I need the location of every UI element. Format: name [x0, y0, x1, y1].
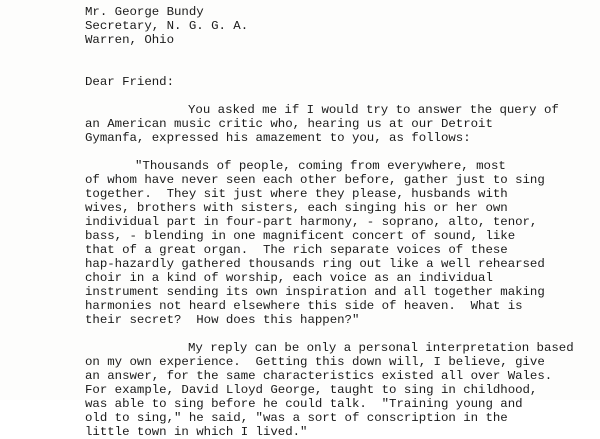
quote-line: their secret? How does this happen?": [85, 313, 360, 327]
quote-line: bass, - blending in one magnificent concert of sound, like: [85, 229, 516, 243]
paragraph-2-line: an answer, for the same characteristics existed all over Wales.: [85, 369, 553, 383]
quote-line: instrument sending its own inspiration and all together making: [85, 285, 545, 299]
quote-line: individual part in four-part harmony, - soprano, alto, tenor,: [85, 215, 538, 229]
quote-line: wives, brothers with sisters, each singing his or her own: [85, 201, 508, 215]
paragraph-2-line: on my own experience. Getting this down will, I believe, give: [85, 355, 545, 369]
quote-line: harmonies not heard elsewhere this side of heaven. What is: [85, 299, 523, 313]
paragraph-2-line: For example, David Lloyd George, taught to sing in childhood,: [85, 383, 538, 397]
paragraph-2-line: little town in which I lived.": [85, 425, 308, 439]
quote-line: that of a great organ. The rich separate voices of these: [85, 243, 508, 257]
paragraph-1-line: Gymanfa, expressed his amazement to you, as follows:: [85, 131, 471, 145]
quote-line: together. They sit just where they please, husbands with: [85, 187, 508, 201]
quote-line: of whom have never seen each other before, gather just to sing: [85, 173, 545, 187]
quote-line: choir in a kind of worship, each voice as an individual: [85, 271, 493, 285]
paragraph-1-line: You asked me if I would try to answer the query of: [188, 103, 559, 117]
paragraph-1-line: an American music critic who, hearing us at our Detroit: [85, 117, 493, 131]
paragraph-2-line: My reply can be only a personal interpretation based: [188, 341, 574, 355]
salutation: Dear Friend:: [85, 75, 174, 89]
paragraph-2-line: old to sing," he said, "was a sort of conscription in the: [85, 411, 508, 425]
address-line-name: Mr. George Bundy: [85, 5, 204, 19]
address-line-title: Secretary, N. G. G. A.: [85, 19, 249, 33]
address-line-city: Warren, Ohio: [85, 33, 174, 47]
paragraph-2-line: was able to sing before he could talk. "Training young and: [85, 397, 523, 411]
quote-line: hap-hazardly gathered thousands ring out like a well rehearsed: [85, 257, 545, 271]
quote-line: "Thousands of people, coming from everywhere, most: [135, 159, 506, 173]
